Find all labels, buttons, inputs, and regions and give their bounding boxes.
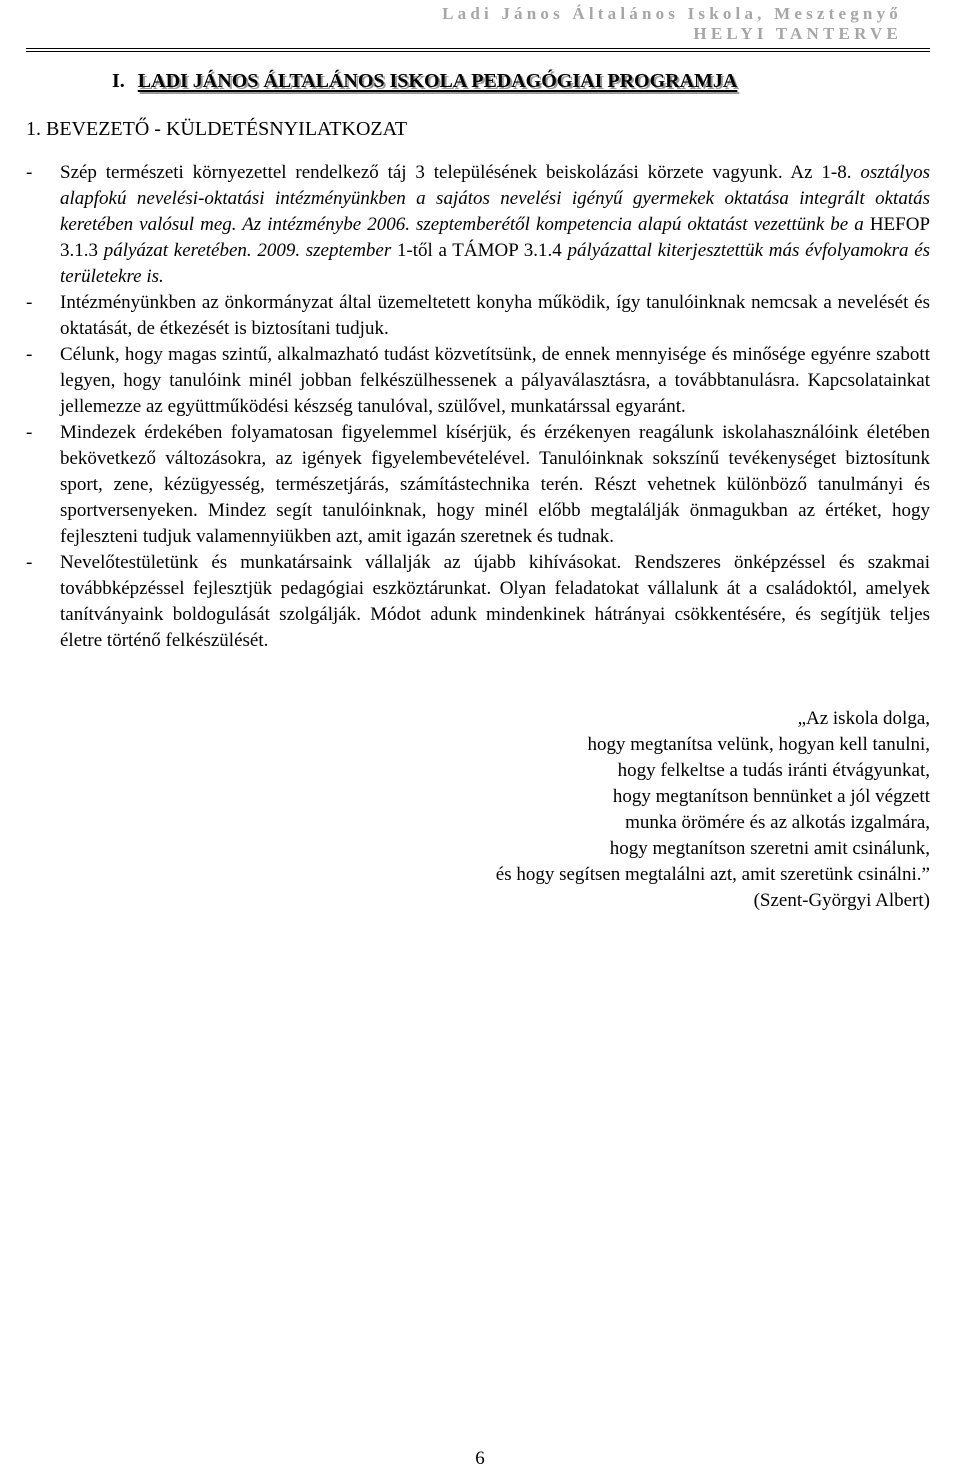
list-dash: - [26, 422, 33, 443]
page-number: 6 [475, 1448, 485, 1469]
title-roman-numeral: I. [112, 70, 125, 92]
quote-line: hogy megtanítson bennünket a jól végzett [612, 786, 930, 807]
list-item [26, 290, 930, 342]
title-text: LADI JÁNOS ÁLTALÁNOS ISKOLA PEDAGÓGIAI PROGRAMJA [137, 70, 738, 92]
list-item-text: Intézményünkben az önkormányzat által üzemeltetett konyha működik, így tanulóinknak nemcsak a nevelését és oktatását, de étkezését is biztosítani tudjuk. [60, 292, 930, 339]
list-item-text-italic-2: pályázat keretében. 2009. szeptember [103, 240, 392, 261]
quote-line: hogy megtanítsa velünk, hogyan kell tanulni, [587, 734, 930, 755]
list-item-text [60, 160, 930, 290]
quote-line: hogy megtanítson szeretni amit csinálunk, [609, 838, 930, 859]
list-item [26, 420, 930, 550]
quote-line: „Az iskola dolga, [797, 708, 930, 729]
running-header [442, 4, 902, 44]
list-dash: - [26, 292, 33, 313]
section-heading: 1. BEVEZETŐ - KÜLDETÉSNYILATKOZAT [26, 118, 408, 140]
list-item-text: Nevelőtestületünk és munkatársaink vállalják az újabb kihívásokat. Rendszeres önképzéssel és szakmai továbbképzéssel fejlesztjük pedagógiai eszköztárunkat. Olyan feladatokat vállalunk át a családoktól, amelyek tanítványaink boldogulását szolgálják. Módot adunk mindenkinek hátrányai csökkentésére, és segítjük teljes életre történő felkészülését. [60, 552, 930, 651]
document-title [112, 70, 737, 93]
list-item [26, 342, 930, 420]
list-item [26, 550, 930, 654]
list-dash: - [26, 344, 33, 365]
running-header-subtitle: HELYI TANTERVE [693, 24, 902, 43]
quote-line: hogy felkeltse a tudás iránti étvágyunkat, [617, 760, 930, 781]
quote-author: (Szent-Györgyi Albert) [753, 890, 930, 911]
list-item [26, 160, 930, 290]
quote-line: munka örömére és az alkotás izgalmára, [625, 812, 930, 833]
list-dash: - [26, 162, 33, 183]
list-item-text-lead: Szép természeti környezettel rendelkező táj 3 településének beiskolázási körzete vagyunk. Az 1-8. [60, 162, 852, 183]
list-item-text: Mindezek érdekében folyamatosan figyelemmel kísérjük, és érzékenyen reagálunk iskolahasználóink életében bekövetkező változásokra, az igények figyelembevételével. Tanulóinknak sokszínű tevékenységet biztosítunk sport, zene, kézügyesség, természetjárás, számítástechnika terén. Részt vehetnek különböző tanulmányi és sportversenyeken. Mindez segít tanulóinknak, hogy minél előbb megtalálják önmagukban az értéket, hogy fejleszteni tudjuk valamennyiükben azt, amit igazán szeretnek és tudnak. [60, 422, 930, 547]
quotation-block [496, 706, 930, 914]
list-dash: - [26, 552, 33, 573]
list-item-text-italic: osztályos alapfokú nevelési-oktatási intézményünkben a sajátos nevelési igényű gyermekek oktatása integrált oktatás keretében valósul meg. Az intézménybe 2006. szeptemberétől kompetencia alapú oktatást vezettünk be a [60, 162, 930, 235]
mission-list [26, 160, 930, 654]
list-item-text-italic-3: pályázattal kiterjesztettük más évfolyamokra és területekre is. [60, 240, 931, 287]
list-item-text-hefop: HEFOP 3.1.3 [60, 214, 931, 261]
list-item-text: Célunk, hogy magas szintű, alkalmazható tudást közvetítsünk, de ennek mennyisége és minősége egyénre szabott legyen, hogy tanulóink minél jobban felkészülhessenek a pályaválasztásra, a továbbtanulásra. Kapcsolatainkat jellemezze az együttműködési készség tanulóval, szülővel, munkatárssal egyaránt. [60, 344, 930, 417]
list-item-text-tamop: 1-től a TÁMOP 3.1.4 [396, 240, 562, 261]
header-divider [26, 48, 930, 52]
running-header-school: Ladi János Általános Iskola, Mesztegnyő [442, 4, 902, 23]
quote-line: és hogy segítsen megtalálni azt, amit szeretünk csinálni.” [495, 864, 930, 885]
